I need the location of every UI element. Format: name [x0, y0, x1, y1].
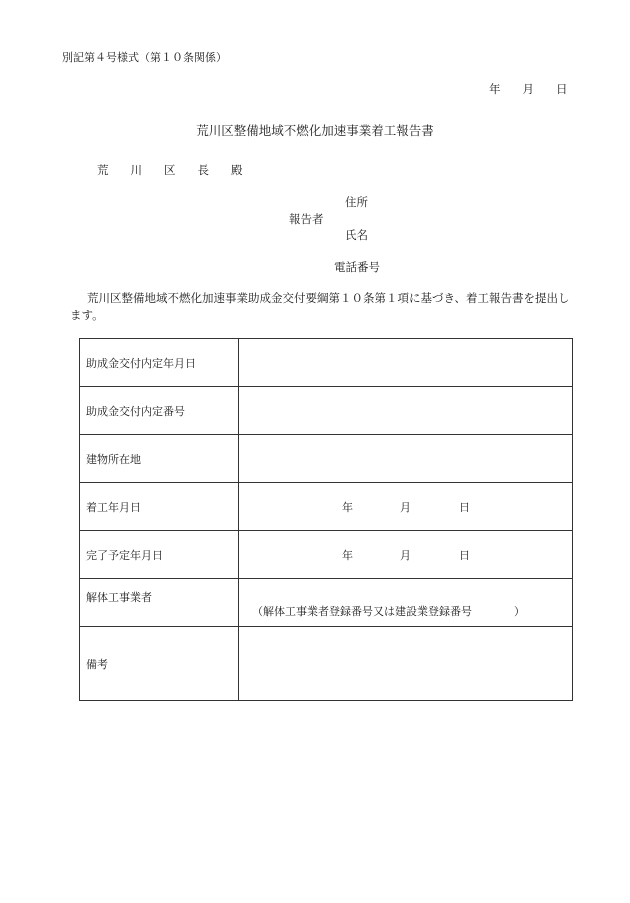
start-date-label: 着工年月日	[80, 483, 239, 531]
addressee-char: 殿	[231, 163, 243, 177]
remarks-label: 備考	[80, 627, 239, 701]
phone-label: 電話番号	[334, 260, 380, 274]
remarks-field[interactable]	[239, 627, 573, 701]
addressee-char: 川	[130, 163, 142, 177]
table-row	[80, 339, 573, 387]
completion-year-label: 年	[342, 548, 353, 562]
start-month-label: 月	[400, 500, 411, 514]
table-row	[80, 435, 573, 483]
name-label: 氏名	[345, 228, 368, 242]
grant-date-label: 助成金交付内定年月日	[80, 339, 239, 387]
start-date-field[interactable]	[239, 483, 573, 531]
report-table	[79, 338, 573, 701]
demolition-contractor-label: 解体工事業者	[86, 590, 152, 604]
document-title: 荒川区整備地域不燃化加速事業着工報告書	[196, 123, 434, 138]
registration-note-open: （解体工事業者登録番号又は建設業登録番号	[252, 604, 472, 618]
registration-number-note	[239, 603, 572, 619]
date-year-label: 年	[489, 82, 501, 96]
addressee-char: 荒	[97, 163, 109, 177]
table-row	[80, 387, 573, 435]
grant-number-field[interactable]	[239, 387, 573, 435]
form-number: 別記第４号様式（第１０条関係）	[62, 51, 227, 64]
grant-date-field[interactable]	[239, 339, 573, 387]
addressee-char: 区	[164, 163, 176, 177]
start-day-label: 日	[459, 500, 470, 514]
demolition-contractor-cell	[80, 579, 239, 627]
completion-day-label: 日	[459, 548, 470, 562]
building-location-field[interactable]	[239, 435, 573, 483]
date-day-label: 日	[556, 82, 568, 96]
addressee	[97, 162, 265, 178]
table-row	[80, 627, 573, 701]
table-row	[80, 483, 573, 531]
date-month-label: 月	[522, 82, 534, 96]
report-date	[489, 81, 568, 97]
table-row	[80, 579, 573, 627]
demolition-contractor-field[interactable]	[239, 579, 573, 627]
completion-date-field[interactable]	[239, 531, 573, 579]
grant-number-label: 助成金交付内定番号	[80, 387, 239, 435]
table-row	[80, 531, 573, 579]
building-location-label: 建物所在地	[80, 435, 239, 483]
reporter-label: 報告者	[289, 212, 324, 226]
addressee-char: 長	[197, 163, 209, 177]
body-text: 荒川区整備地域不燃化加速事業助成金交付要綱第１０条第１項に基づき、着工報告書を提出します。	[70, 291, 570, 322]
address-label: 住所	[345, 195, 368, 209]
registration-note-close: ）	[514, 604, 525, 618]
completion-month-label: 月	[400, 548, 411, 562]
completion-date-label: 完了予定年月日	[80, 531, 239, 579]
start-year-label: 年	[342, 500, 353, 514]
